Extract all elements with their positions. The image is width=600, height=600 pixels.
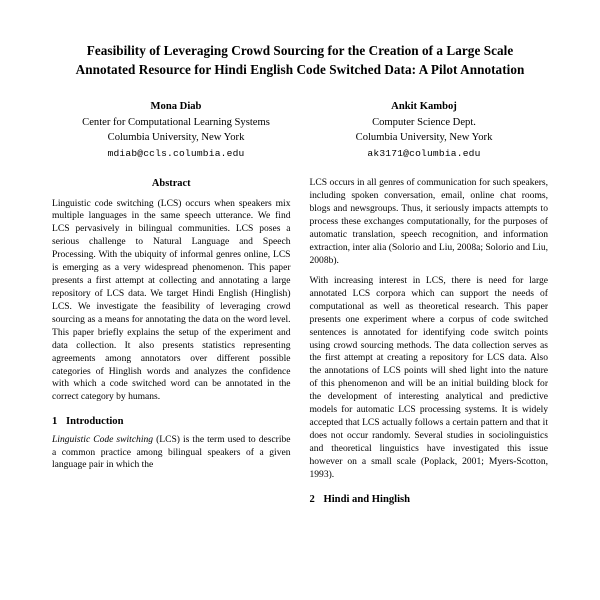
section-heading-introduction — [52, 415, 291, 429]
author-affiliation-line1: Computer Science Dept. — [372, 116, 476, 128]
introduction-lead-italic: Linguistic Code switching — [52, 433, 154, 445]
body-columns — [52, 177, 548, 511]
author-name: Mona Diab — [150, 101, 202, 113]
author-name: Ankit Kamboj — [391, 101, 457, 113]
section-title: Hindi and Hinglish — [323, 493, 411, 505]
author-email: mdiab@ccls.columbia.edu — [107, 147, 245, 159]
section-number: 2 — [309, 493, 315, 505]
abstract-heading: Abstract — [151, 178, 191, 190]
page-title: Feasibility of Leveraging Crowd Sourcing for the Creation of a Large Scale Annotated Resource for Hindi English Code Switched Data: A Pilot Annotation — [75, 43, 525, 77]
author-affiliation-line2: Columbia University, New York — [355, 132, 493, 144]
introduction-lead-rest: (LCS) is the term used to describe a common practice among bilingual speakers of a given language pair in which the — [52, 433, 291, 471]
left-column — [52, 177, 291, 511]
author-affiliation-line1: Center for Computational Learning Systems — [82, 116, 270, 128]
author-block-0 — [52, 99, 300, 160]
author-block-list — [52, 99, 548, 160]
section-title: Introduction — [66, 416, 124, 428]
right-paragraph-1: LCS occurs in all genres of communication for such speakers, including spoken conversation, email, online chat rooms, blogs and newsgroups. Thus, it seriously impacts attempts to process these exchanges computationally, for the purposes of automatic translation, speech recognition, and information extraction, inter alia (Solorio and Liu, 2008a; Solorio and Liu, 2008b). — [309, 177, 548, 266]
right-paragraph-2: With increasing interest in LCS, there is need for large annotated LCS corpora which can support the needs of computational as well as theoretical research. This paper presents one experiment where a corpus of code switched sentences is annotated for identifying code switch points using crowd sourcing methods. The data collection serves as the first attempt at creating a repository for LCS data. Also the annotations of LCS points will shed light into the nature of this phenomenon and will be an initial building block for the development of interesting analytical and predictive models for automatic LCS processing systems. It is widely accepted that LCS actually follows a certain pattern and that it does not occur randomly. Several studies in sociolinguistics and theoretical linguistics have investigated this issue however on a small scale (Poplack, 2001; Myers-Scotton, 1993). — [309, 274, 548, 480]
abstract-text: Linguistic code switching (LCS) occurs when speakers mix multiple languages in the same speech utterance. We find LCS pervasively in bilingual communities. LCS poses a serious challenge to Natural Language and Speech Processing. With the ubiquity of informal genres online, LCS is emerging as a very widespread phenomenon. This paper presents a first attempt at collecting and annotating a large repository of LCS data. We target Hindi English (Hinglish) LCS. We investigate the feasibility of leveraging crowd sourcing as a means for annotating the data on the word level. This paper briefly explains the setup of the experiment and data collection. It also presents statistics representing agreements among annotators over different possible categories of Hinglish words and analyzes the confidence with which a code switched word can be annotated in the correct category by humans. — [52, 197, 291, 403]
author-affiliation-line2: Columbia University, New York — [107, 132, 245, 144]
introduction-paragraph — [52, 434, 291, 473]
right-column — [310, 177, 549, 511]
section-number: 1 — [52, 416, 58, 428]
section-heading-hindi-and-hinglish — [310, 493, 549, 507]
author-email: ak3171@columbia.edu — [367, 147, 481, 159]
author-block-1 — [300, 99, 548, 160]
